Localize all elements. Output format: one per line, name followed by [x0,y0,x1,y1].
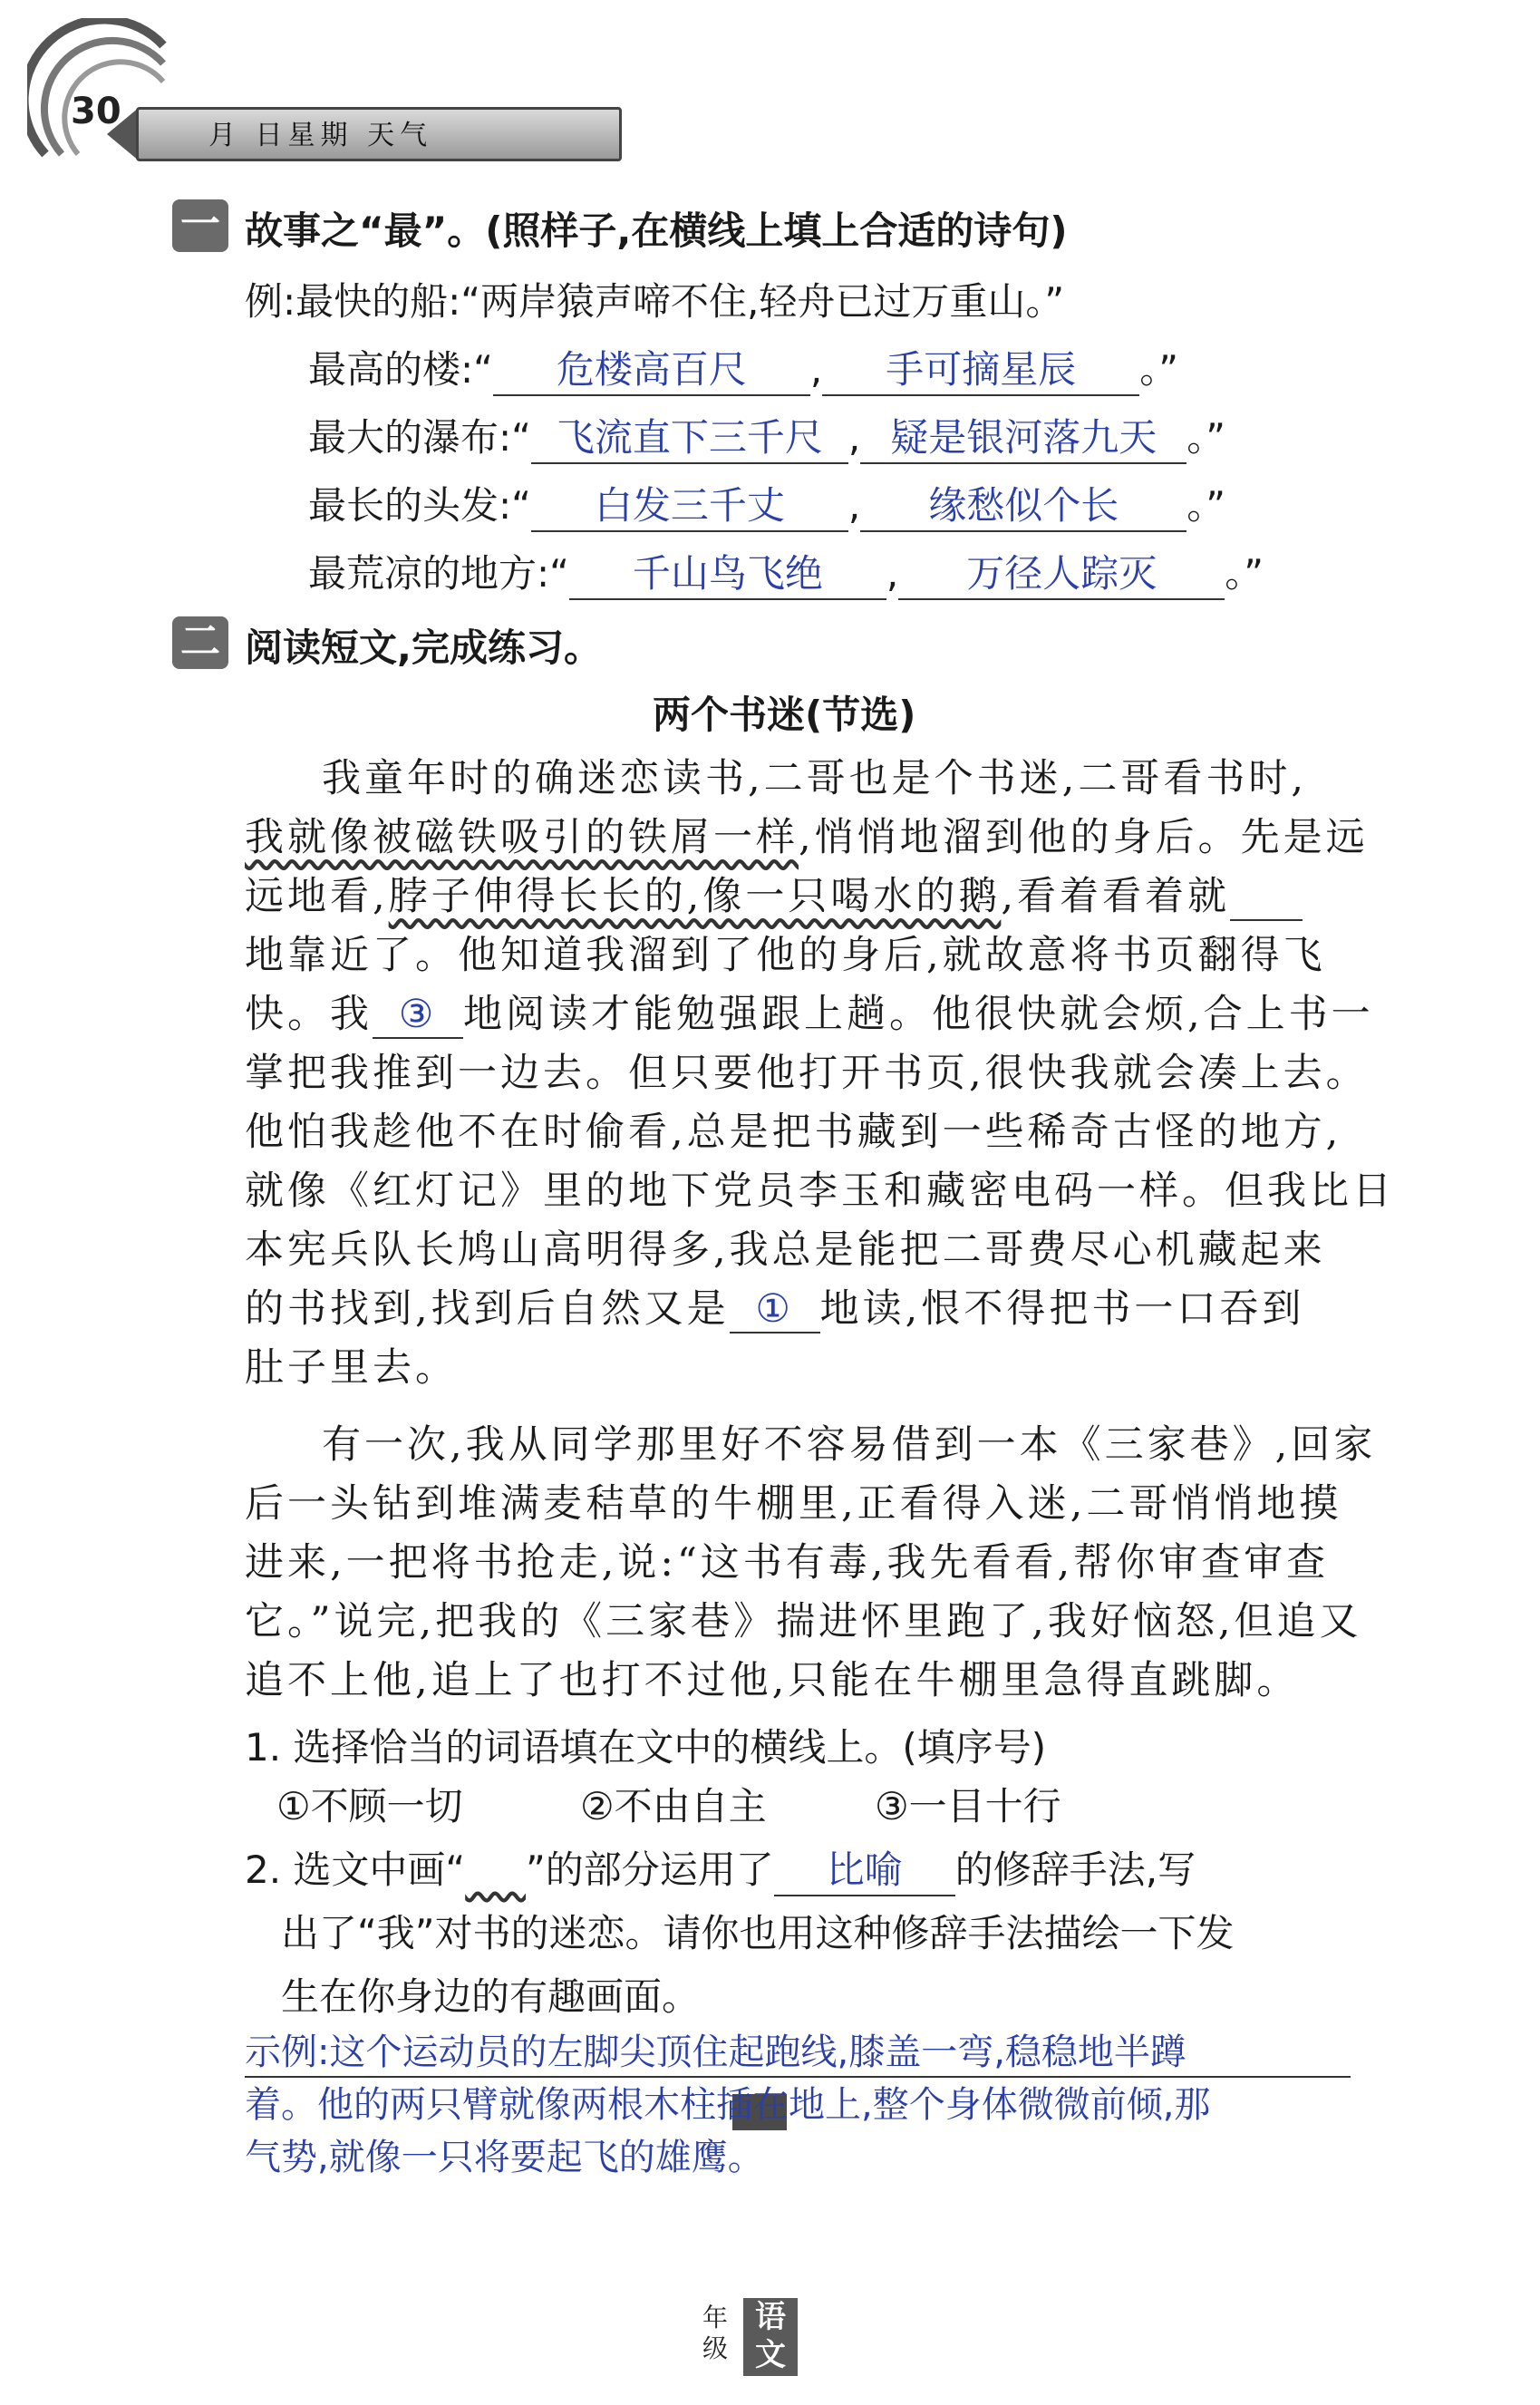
answer-blank[interactable]: 危楼高百尺 [493,340,810,396]
answer-line: 着。他的两只臂就像两根木柱插在地上,整个身体微微前倾,那 [245,2084,1211,2126]
story-line: 他怕我趁他不在时偷看,总是把书藏到一些稀奇古怪的地方, [245,1110,1342,1155]
story-line: 它。”说完,把我的《三家巷》揣进怀里跑了,我好恼怒,但追又 [245,1599,1362,1644]
section-1-example: 例:最快的船:“两岸猿声啼不住,轻舟已过万重山。” [245,279,1065,324]
answer-blank[interactable]: ① [730,1286,820,1333]
question-1-option: ①不顾一切 [276,1784,463,1828]
poem-row-4: 最荒凉的地方:“ 千山鸟飞绝 , 万径人踪灭 。” [308,544,1264,600]
answer-line: 示例:这个运动员的左脚尖顶住起跑线,膝盖一弯,稳稳地半蹲 [245,2032,1186,2073]
story-line: 本宪兵队长鸠山高明得多,我总是能把二哥费尽心机藏起来 [245,1227,1326,1273]
section-2-title: 阅读短文,完成练习。 [245,625,602,670]
question-1-option: ②不由自主 [580,1784,767,1828]
story-line: 追不上他,追上了也打不过他,只能在牛棚里急得直跳脚。 [245,1658,1300,1703]
story-line: 肚子里去。 [245,1345,458,1391]
date-weather-line: 月 日星期 天气 [208,120,433,151]
story-line: 后一头钻到堆满麦秸草的牛棚里,正看得入迷,二哥悄悄地摸 [245,1481,1342,1527]
answer-blank[interactable]: 缘愁似个长 [860,476,1186,532]
section-1-title: 故事之“最”。(照样子,在横线上填上合适的诗句) [245,208,1068,253]
subject-label: 语文 [743,2298,798,2376]
poem-row-3: 最长的头发:“ 白发三千丈 , 缘愁似个长 。” [308,476,1225,532]
answer-blank[interactable]: 飞流直下三千尺 [531,408,848,464]
answer-blank[interactable]: 白发三千丈 [531,476,848,532]
section-2-badge: 二 [172,616,228,669]
page-number: 30 [71,91,121,132]
story-line: 我就像被磁铁吸引的铁屑一样,悄悄地溜到他的身后。先是远 [245,815,1369,860]
answer-blank[interactable]: 千山鸟飞绝 [569,544,886,600]
story-title: 两个书迷(节选) [653,693,916,737]
grade-label: 年级 [702,2303,729,2363]
story-line: 我童年时的确迷恋读书,二哥也是个书迷,二哥看书时, [322,756,1308,801]
story-line: 远地看,脖子伸得长长的,像一只喝水的鹅,看着看着就 [245,866,1303,921]
answer-line: 气势,就像一只将要起飞的雄鹰。 [245,2137,764,2178]
answer-blank[interactable]: 手可摘星辰 [822,340,1139,396]
story-line: 就像《红灯记》里的地下党员李玉和藏密电码一样。但我比日 [245,1169,1395,1214]
section-1-badge: 一 [172,199,228,252]
story-line: 进来,一把将书抢走,说:“这书有毒,我先看看,帮你审查审查 [245,1540,1330,1586]
answer-blank[interactable] [1230,874,1303,921]
pencil-tip-icon [107,107,140,161]
poem-row-2: 最大的瀑布:“ 飞流直下三千尺 , 疑是银河落九天 。” [308,408,1225,464]
story-line: 地靠近了。他知道我溜到了他的身后,就故意将书页翻得飞 [245,933,1326,978]
poem-row-1: 最高的楼:“ 危楼高百尺 , 手可摘星辰 。” [308,340,1178,396]
question-1: 1. 选择恰当的词语填在文中的横线上。(填序号) [245,1725,1047,1770]
story-line: 掌把我推到一边去。但只要他打开书页,很快我就会凑上去。 [245,1051,1369,1096]
question-1-option: ③一目十行 [875,1784,1061,1828]
question-2: 2. 选文中画“ ”的部分运用了 比喻 的修辞手法,写 [245,1840,1196,1896]
question-2-line: 出了“我”对书的迷恋。请你也用这种修辞手法描绘一下发 [281,1911,1235,1955]
question-2-line: 生在你身边的有趣画面。 [281,1974,701,2019]
answer-blank[interactable]: 比喻 [774,1840,955,1896]
story-line: 的书找到,找到后自然又是 ① 地读,恨不得把书一口吞到 [245,1286,1305,1332]
answer-blank[interactable]: 万径人踪灭 [898,544,1225,600]
story-line: 有一次,我从同学那里好不容易借到一本《三家巷》,回家 [322,1422,1377,1468]
answer-blank[interactable]: 疑是银河落九天 [860,408,1186,464]
story-line: 快。我 ③ 地阅读才能勉强跟上趟。他很快就会烦,合上书一 [245,992,1374,1037]
answer-blank[interactable]: ③ [373,992,463,1039]
